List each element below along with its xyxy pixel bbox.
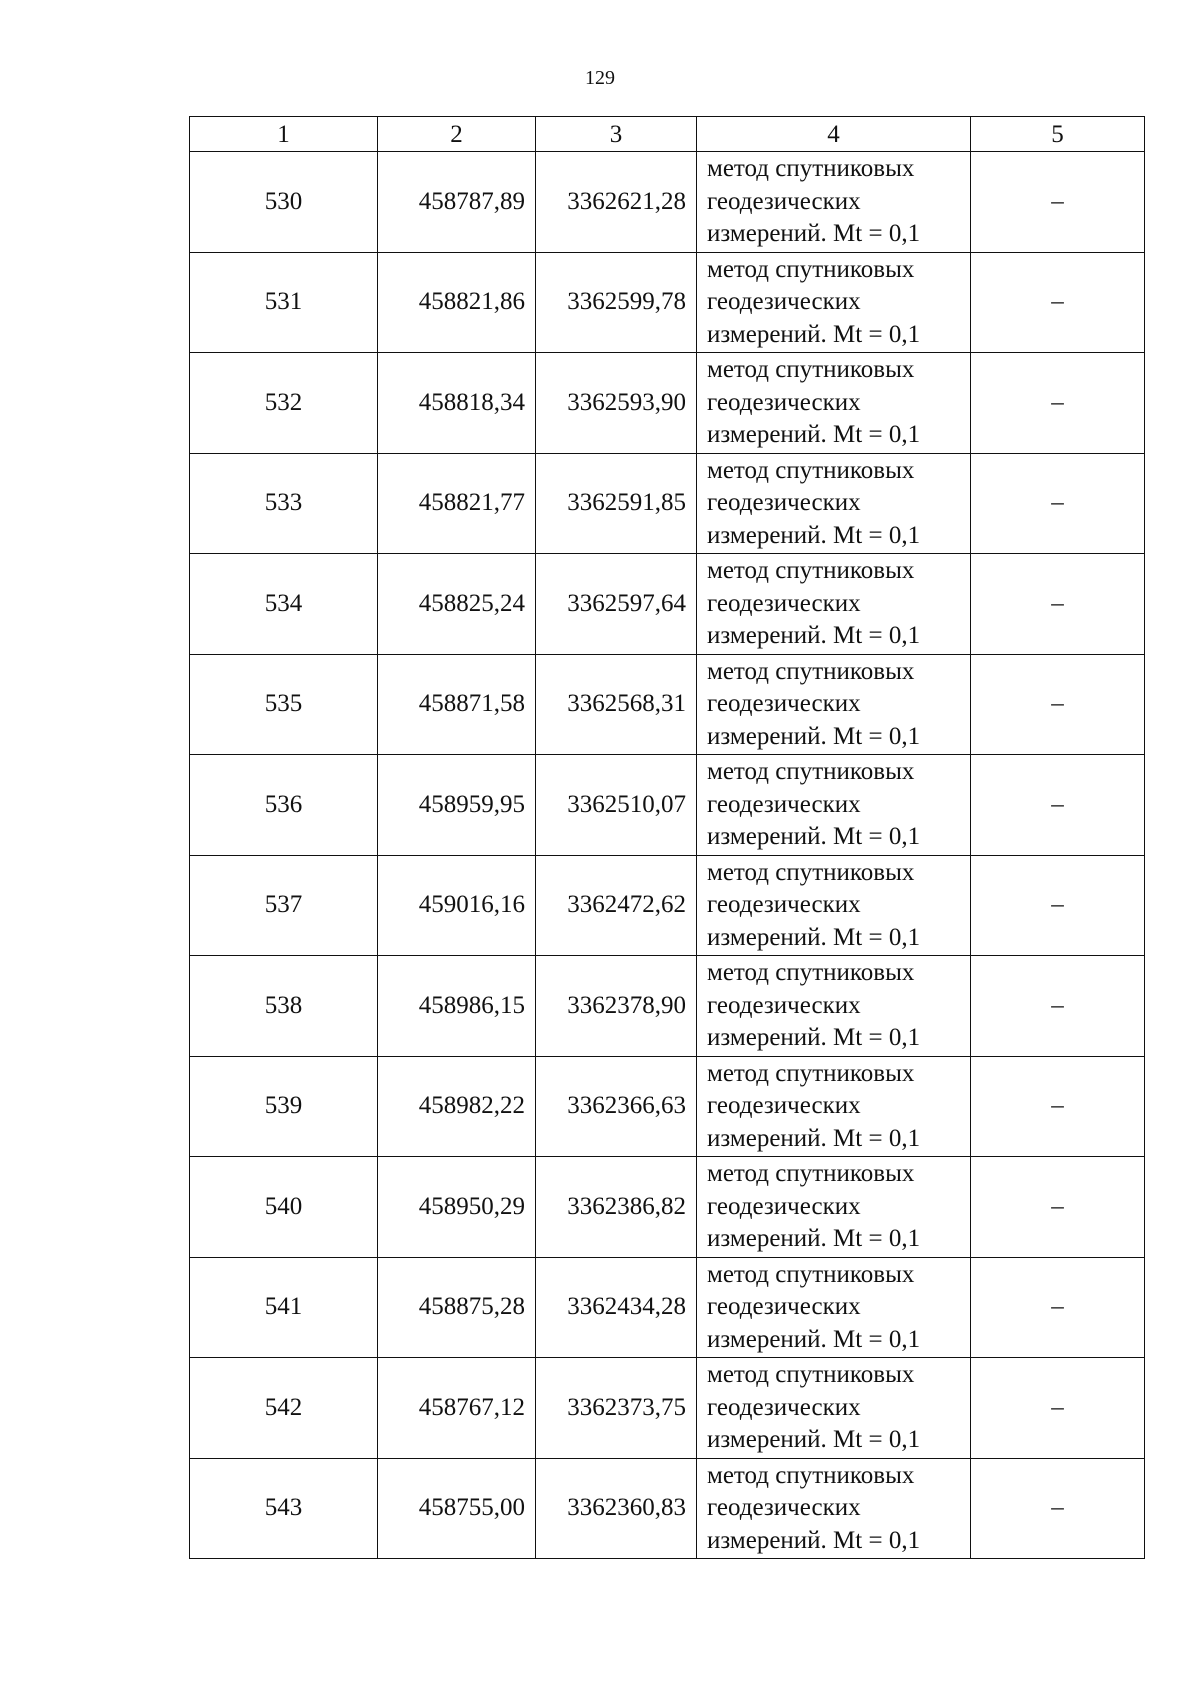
- method-line: измерений. Mt = 0,1: [707, 1124, 921, 1152]
- point-number-cell: 537: [190, 855, 378, 956]
- y-coordinate-cell: 3362386,82: [536, 1157, 697, 1258]
- method-line: геодезических: [707, 790, 861, 818]
- method-line: измерений. Mt = 0,1: [707, 320, 921, 348]
- method-line: измерений. Mt = 0,1: [707, 220, 921, 247]
- column-header: 4: [697, 117, 971, 152]
- note-cell: –: [971, 1056, 1145, 1157]
- method-line: геодезических: [707, 388, 861, 416]
- y-coordinate-cell: 3362366,63: [536, 1056, 697, 1157]
- method-cell: [697, 453, 971, 554]
- method-line: геодезических: [707, 1393, 861, 1421]
- x-coordinate-cell: 458875,28: [378, 1257, 536, 1358]
- column-header: 5: [971, 117, 1145, 152]
- x-coordinate-cell: 458986,15: [378, 956, 536, 1057]
- method-line: геодезических: [707, 187, 861, 215]
- method-line: измерений. Mt = 0,1: [707, 1426, 921, 1453]
- y-coordinate-cell: 3362360,83: [536, 1458, 697, 1559]
- x-coordinate-cell: 458871,58: [378, 654, 536, 755]
- method-line: геодезических: [707, 489, 861, 516]
- note-cell: –: [971, 453, 1145, 554]
- table-row: [190, 152, 1145, 253]
- point-number-cell: 536: [190, 755, 378, 856]
- y-coordinate-cell: 3362593,90: [536, 353, 697, 454]
- point-number-cell: 530: [190, 152, 378, 253]
- method-line: измерений. Mt = 0,1: [707, 521, 921, 549]
- method-line: геодезических: [707, 1293, 861, 1320]
- point-number-cell: 542: [190, 1358, 378, 1459]
- method-cell: [697, 956, 971, 1057]
- method-line: измерений. Mt = 0,1: [707, 622, 921, 649]
- y-coordinate-cell: 3362568,31: [536, 654, 697, 755]
- x-coordinate-cell: 458818,34: [378, 353, 536, 454]
- y-coordinate-cell: 3362510,07: [536, 755, 697, 856]
- note-cell: –: [971, 1458, 1145, 1559]
- table-row: [190, 353, 1145, 454]
- note-cell: –: [971, 252, 1145, 353]
- note-cell: –: [971, 1157, 1145, 1258]
- table-row: [190, 554, 1145, 655]
- x-coordinate-cell: 458755,00: [378, 1458, 536, 1559]
- method-line: измерений. Mt = 0,1: [707, 923, 921, 951]
- method-line: измерений. Mt = 0,1: [707, 1325, 921, 1353]
- point-number-cell: 532: [190, 353, 378, 454]
- point-number-cell: 538: [190, 956, 378, 1057]
- column-header: 3: [536, 117, 697, 152]
- note-cell: –: [971, 654, 1145, 755]
- note-cell: –: [971, 554, 1145, 655]
- table-row: [190, 1157, 1145, 1258]
- table-row: [190, 1257, 1145, 1358]
- method-cell: [697, 1458, 971, 1559]
- method-line: геодезических: [707, 288, 861, 315]
- method-line: метод спутниковых: [707, 557, 915, 584]
- method-line: метод спутниковых: [707, 1260, 915, 1288]
- method-cell: [697, 554, 971, 655]
- method-line: геодезических: [707, 690, 861, 717]
- x-coordinate-cell: 458982,22: [378, 1056, 536, 1157]
- note-cell: –: [971, 755, 1145, 856]
- y-coordinate-cell: 3362378,90: [536, 956, 697, 1057]
- note-cell: –: [971, 152, 1145, 253]
- method-line: геодезических: [707, 891, 861, 918]
- y-coordinate-cell: 3362599,78: [536, 252, 697, 353]
- method-line: геодезических: [707, 1192, 861, 1220]
- method-cell: [697, 252, 971, 353]
- x-coordinate-cell: 458767,12: [378, 1358, 536, 1459]
- y-coordinate-cell: 3362597,64: [536, 554, 697, 655]
- method-line: метод спутниковых: [707, 758, 915, 785]
- method-cell: [697, 1358, 971, 1459]
- method-line: метод спутниковых: [707, 1059, 915, 1087]
- point-number-cell: 541: [190, 1257, 378, 1358]
- method-cell: [697, 855, 971, 956]
- y-coordinate-cell: 3362373,75: [536, 1358, 697, 1459]
- note-cell: –: [971, 855, 1145, 956]
- method-cell: [697, 353, 971, 454]
- method-line: метод спутниковых: [707, 1461, 915, 1489]
- method-line: измерений. Mt = 0,1: [707, 1526, 921, 1554]
- column-header: 1: [190, 117, 378, 152]
- x-coordinate-cell: 459016,16: [378, 855, 536, 956]
- note-cell: –: [971, 353, 1145, 454]
- point-number-cell: 535: [190, 654, 378, 755]
- y-coordinate-cell: 3362472,62: [536, 855, 697, 956]
- method-line: метод спутниковых: [707, 959, 915, 986]
- method-line: метод спутниковых: [707, 1160, 915, 1187]
- table-row: [190, 956, 1145, 1057]
- y-coordinate-cell: 3362621,28: [536, 152, 697, 253]
- table-row: [190, 1458, 1145, 1559]
- x-coordinate-cell: 458821,77: [378, 453, 536, 554]
- method-line: метод спутниковых: [707, 255, 915, 283]
- method-line: метод спутниковых: [707, 155, 915, 182]
- method-cell: [697, 1257, 971, 1358]
- method-line: геодезических: [707, 1494, 861, 1521]
- page-number: 129: [585, 67, 615, 89]
- coordinates-table: [189, 116, 1145, 1559]
- method-line: метод спутниковых: [707, 1361, 915, 1388]
- x-coordinate-cell: 458787,89: [378, 152, 536, 253]
- table-row: [190, 654, 1145, 755]
- method-cell: [697, 1157, 971, 1258]
- table-header-row: [190, 117, 1145, 152]
- point-number-cell: 533: [190, 453, 378, 554]
- method-line: измерений. Mt = 0,1: [707, 823, 921, 850]
- method-line: измерений. Mt = 0,1: [707, 1225, 921, 1252]
- point-number-cell: 531: [190, 252, 378, 353]
- method-line: геодезических: [707, 991, 861, 1019]
- note-cell: –: [971, 1257, 1145, 1358]
- method-line: геодезических: [707, 589, 861, 617]
- method-line: измерений. Mt = 0,1: [707, 722, 921, 750]
- table-row: [190, 453, 1145, 554]
- table-row: [190, 755, 1145, 856]
- method-line: геодезических: [707, 1092, 861, 1119]
- method-line: измерений. Mt = 0,1: [707, 1024, 921, 1051]
- method-cell: [697, 1056, 971, 1157]
- method-cell: [697, 755, 971, 856]
- column-header: 2: [378, 117, 536, 152]
- x-coordinate-cell: 458825,24: [378, 554, 536, 655]
- point-number-cell: 539: [190, 1056, 378, 1157]
- table-body: [190, 152, 1145, 1559]
- method-cell: [697, 654, 971, 755]
- table-row: [190, 1358, 1145, 1459]
- method-line: метод спутниковых: [707, 356, 915, 383]
- point-number-cell: 543: [190, 1458, 378, 1559]
- y-coordinate-cell: 3362591,85: [536, 453, 697, 554]
- table-row: [190, 1056, 1145, 1157]
- method-cell: [697, 152, 971, 253]
- method-line: метод спутниковых: [707, 858, 915, 886]
- method-line: метод спутниковых: [707, 657, 915, 685]
- y-coordinate-cell: 3362434,28: [536, 1257, 697, 1358]
- table-row: [190, 252, 1145, 353]
- method-line: измерений. Mt = 0,1: [707, 421, 921, 448]
- point-number-cell: 540: [190, 1157, 378, 1258]
- note-cell: –: [971, 956, 1145, 1057]
- method-line: метод спутниковых: [707, 456, 915, 484]
- table-row: [190, 855, 1145, 956]
- x-coordinate-cell: 458959,95: [378, 755, 536, 856]
- x-coordinate-cell: 458950,29: [378, 1157, 536, 1258]
- point-number-cell: 534: [190, 554, 378, 655]
- x-coordinate-cell: 458821,86: [378, 252, 536, 353]
- note-cell: –: [971, 1358, 1145, 1459]
